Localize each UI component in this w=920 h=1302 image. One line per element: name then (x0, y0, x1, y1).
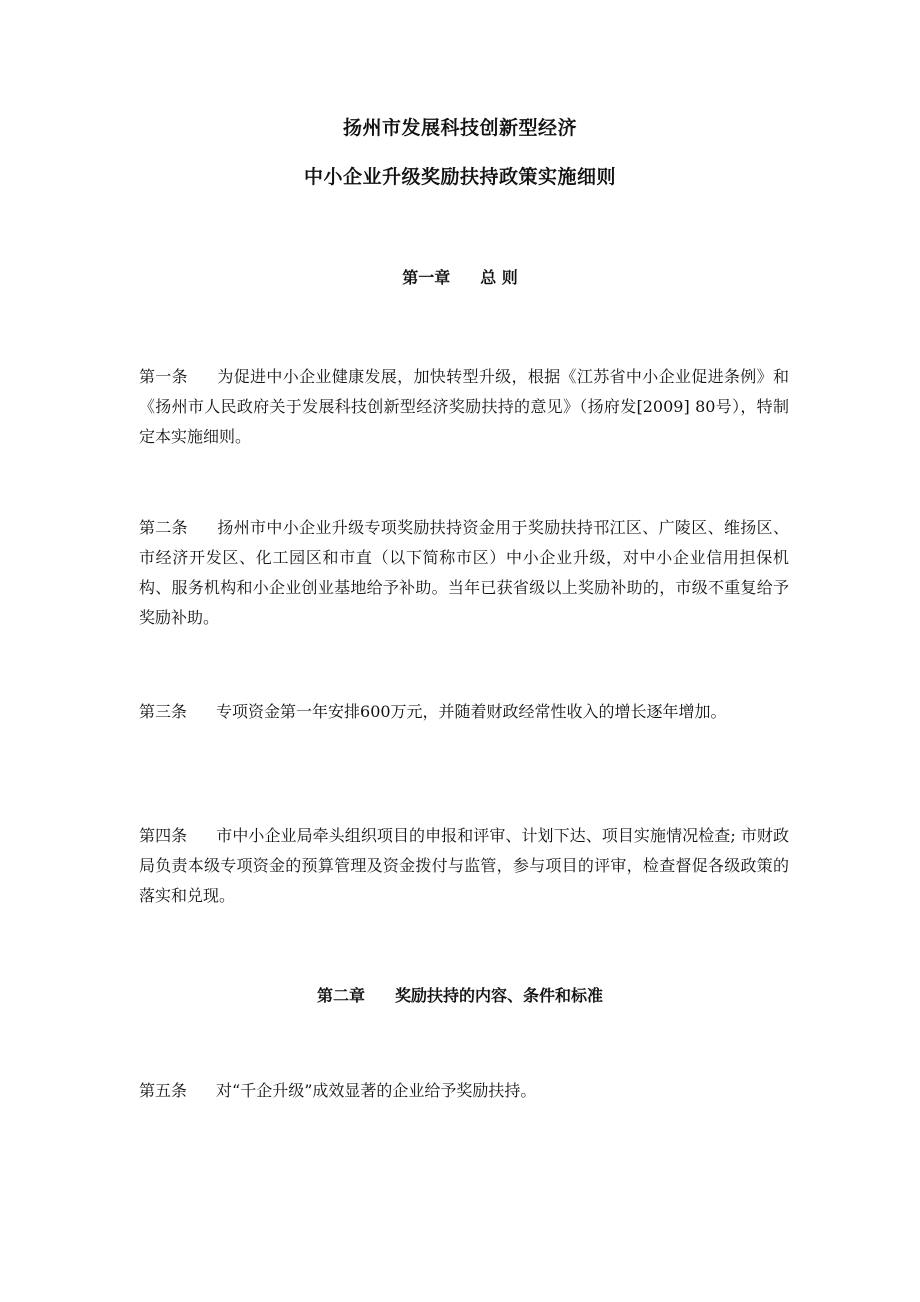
article-5 (139, 1076, 789, 1106)
chapter-title: 奖励扶持的内容、条件和标准 (395, 986, 604, 1005)
article-3 (139, 697, 789, 727)
article-number: 第三条 (139, 702, 188, 721)
article-number: 第二条 (139, 518, 189, 537)
chapter-heading-1 (0, 265, 920, 288)
article-text: 为促进中小企业健康发展，加快转型升级，根据《江苏省中小企业促进条例》和《扬州市人民政府关于发展科技创新型经济奖励扶持的意见》（扬府发[2009] 80号），特制定本实施细则。 (139, 367, 789, 446)
chapter-number: 第一章 (402, 268, 451, 287)
article-1 (139, 362, 789, 452)
article-text: 市中小企业局牵头组织项目的申报和评审、计划下达、项目实施情况检查; 市财政局负责本级专项资金的预算管理及资金拨付与监管，参与项目的评审，检查督促各级政策的落实和兑现。 (139, 826, 789, 905)
document-title-line1: 扬州市发展科技创新型经济 (342, 117, 577, 139)
article-number: 第四条 (139, 826, 188, 845)
document-title-line2: 中小企业升级奖励扶持政策实施细则 (303, 166, 616, 188)
chapter-number: 第二章 (316, 986, 365, 1005)
article-text: 扬州市中小企业升级专项奖励扶持资金用于奖励扶持邗江区、广陵区、维扬区、市经济开发区、化工园区和市直（以下简称市区）中小企业升级，对中小企业信用担保机构、服务机构和小企业创业基地给予补助。当年已获省级以上奖励补助的，市级不重复给予奖励补助。 (139, 518, 789, 627)
article-2 (139, 513, 789, 633)
chapter-title: 总 则 (480, 268, 518, 287)
chapter-heading-2 (0, 983, 920, 1006)
article-text: 对“千企升级”成效显著的企业给予奖励扶持。 (216, 1081, 537, 1100)
article-number: 第一条 (139, 367, 189, 386)
article-4 (139, 821, 789, 911)
article-text: 专项资金第一年安排600万元，并随着财政经常性收入的增长逐年增加。 (216, 702, 727, 721)
article-number: 第五条 (139, 1081, 188, 1100)
